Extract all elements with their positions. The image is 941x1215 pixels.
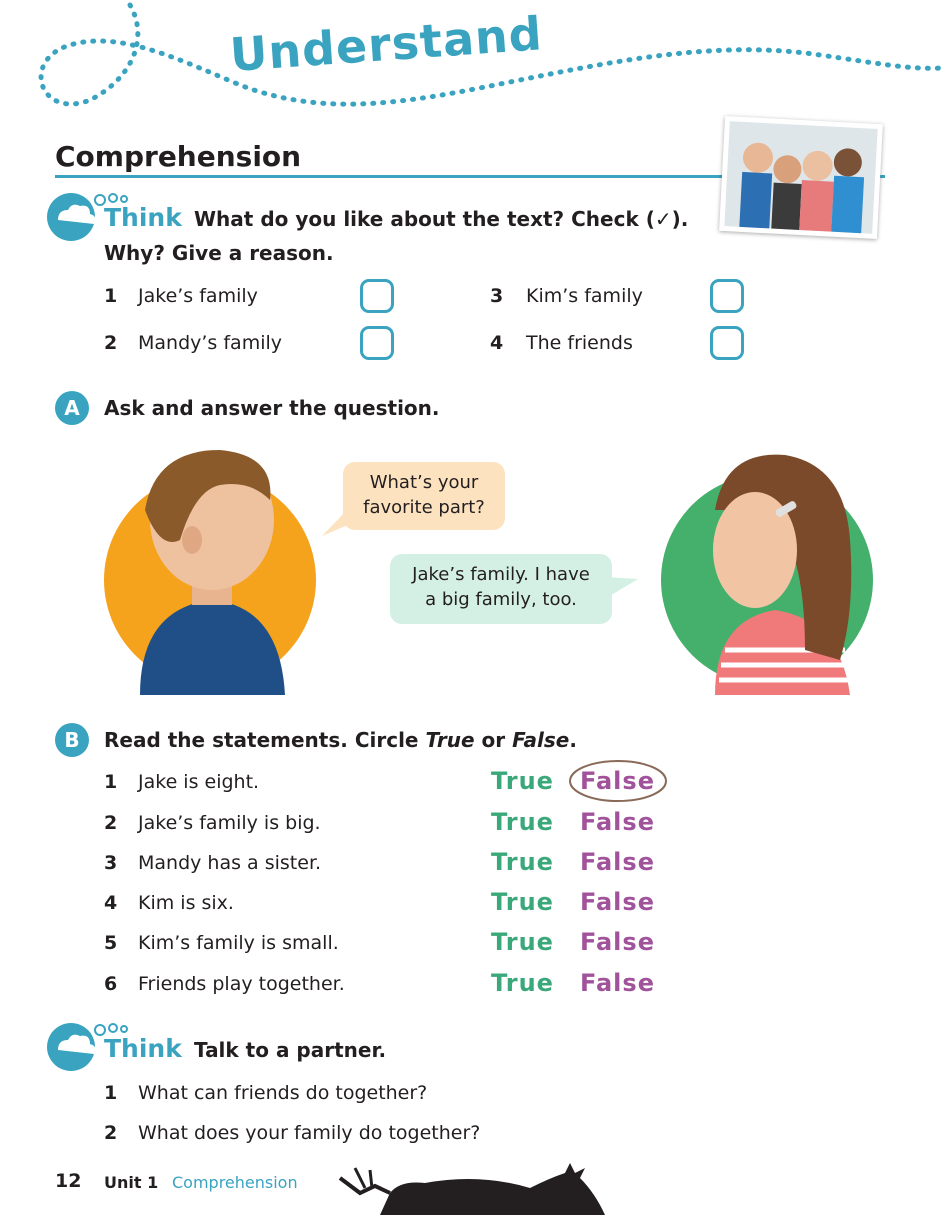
prompt-text: . <box>569 728 577 752</box>
answer-circle-mark <box>566 756 670 806</box>
prompt-text: Read the statements. Circle <box>104 728 426 752</box>
false-option[interactable]: False <box>580 767 655 795</box>
think-label: Think <box>104 1034 182 1063</box>
page-number: 12 <box>55 1170 82 1192</box>
prompt-true-word: True <box>425 728 475 752</box>
activity-a-badge: A <box>55 391 89 425</box>
speech-bubble-question <box>343 462 505 530</box>
statement-text: Kim’s family is small. <box>138 932 339 954</box>
footer-section: Comprehension <box>172 1173 298 1192</box>
page-title: Understand <box>228 6 545 82</box>
checkbox-mandys-family[interactable] <box>360 326 394 360</box>
statement-number: 6 <box>104 973 118 995</box>
statement-number: 4 <box>104 892 118 914</box>
true-option[interactable]: True <box>491 767 554 795</box>
activity-a-prompt: Ask and answer the question. <box>104 396 440 420</box>
statement-text: Kim is six. <box>138 892 234 914</box>
statement-number: 2 <box>104 812 118 834</box>
statement-number: 3 <box>104 852 118 874</box>
item-number: 1 <box>104 1082 118 1104</box>
friends-photo <box>719 116 883 239</box>
checkbox-jakes-family[interactable] <box>360 279 394 313</box>
bubble-question-line2: favorite part? <box>363 497 485 518</box>
footer-unit: Unit 1 <box>104 1173 159 1192</box>
bubble-question-line1: What’s your <box>369 472 479 493</box>
think-prompt-line2: Why? Give a reason. <box>104 241 334 265</box>
item-number: 4 <box>490 332 504 354</box>
item-text: What does your family do together? <box>138 1122 481 1144</box>
activity-b-badge: B <box>55 723 89 757</box>
true-option[interactable]: True <box>491 928 554 956</box>
think-prompt-line1: What do you like about the text? Check (✓). <box>194 207 689 231</box>
item-text: What can friends do together? <box>138 1082 428 1104</box>
item-number: 2 <box>104 332 118 354</box>
false-option[interactable]: False <box>580 808 655 836</box>
true-option[interactable]: True <box>491 969 554 997</box>
statement-text: Jake’s family is big. <box>138 812 321 834</box>
true-option[interactable]: True <box>491 888 554 916</box>
statement-text: Mandy has a sister. <box>138 852 322 874</box>
true-option[interactable]: True <box>491 848 554 876</box>
false-option[interactable]: False <box>580 969 655 997</box>
think-label: Think <box>104 203 182 232</box>
item-text: Kim’s family <box>526 285 643 307</box>
item-text: The friends <box>526 332 633 354</box>
item-text: Mandy’s family <box>138 332 283 354</box>
bubble-answer-line2: a big family, too. <box>425 589 577 610</box>
deer-silhouette-icon <box>330 1158 620 1215</box>
boy-illustration <box>100 440 325 695</box>
checkbox-the-friends[interactable] <box>710 326 744 360</box>
item-number: 1 <box>104 285 118 307</box>
item-number: 2 <box>104 1122 118 1144</box>
activity-b-prompt <box>104 728 577 752</box>
statement-number: 5 <box>104 932 118 954</box>
prompt-text: or <box>474 728 513 752</box>
think-prompt: Talk to a partner. <box>194 1038 387 1062</box>
statement-number: 1 <box>104 771 118 793</box>
friends-photo-image <box>719 116 883 239</box>
bubble-tail <box>606 575 640 605</box>
item-text: Jake’s family <box>138 285 258 307</box>
false-option[interactable]: False <box>580 928 655 956</box>
statement-text: Friends play together. <box>138 973 345 995</box>
bubble-answer-line1: Jake’s family. I have <box>412 564 590 585</box>
prompt-false-word: False <box>512 728 570 752</box>
false-option[interactable]: False <box>580 888 655 916</box>
true-option[interactable]: True <box>491 808 554 836</box>
item-number: 3 <box>490 285 504 307</box>
checkbox-kims-family[interactable] <box>710 279 744 313</box>
speech-bubble-answer <box>390 554 612 624</box>
section-title: Comprehension <box>55 140 302 173</box>
statement-text: Jake is eight. <box>138 771 260 793</box>
bubble-tail <box>322 510 352 540</box>
girl-illustration <box>655 450 880 695</box>
false-option[interactable]: False <box>580 848 655 876</box>
